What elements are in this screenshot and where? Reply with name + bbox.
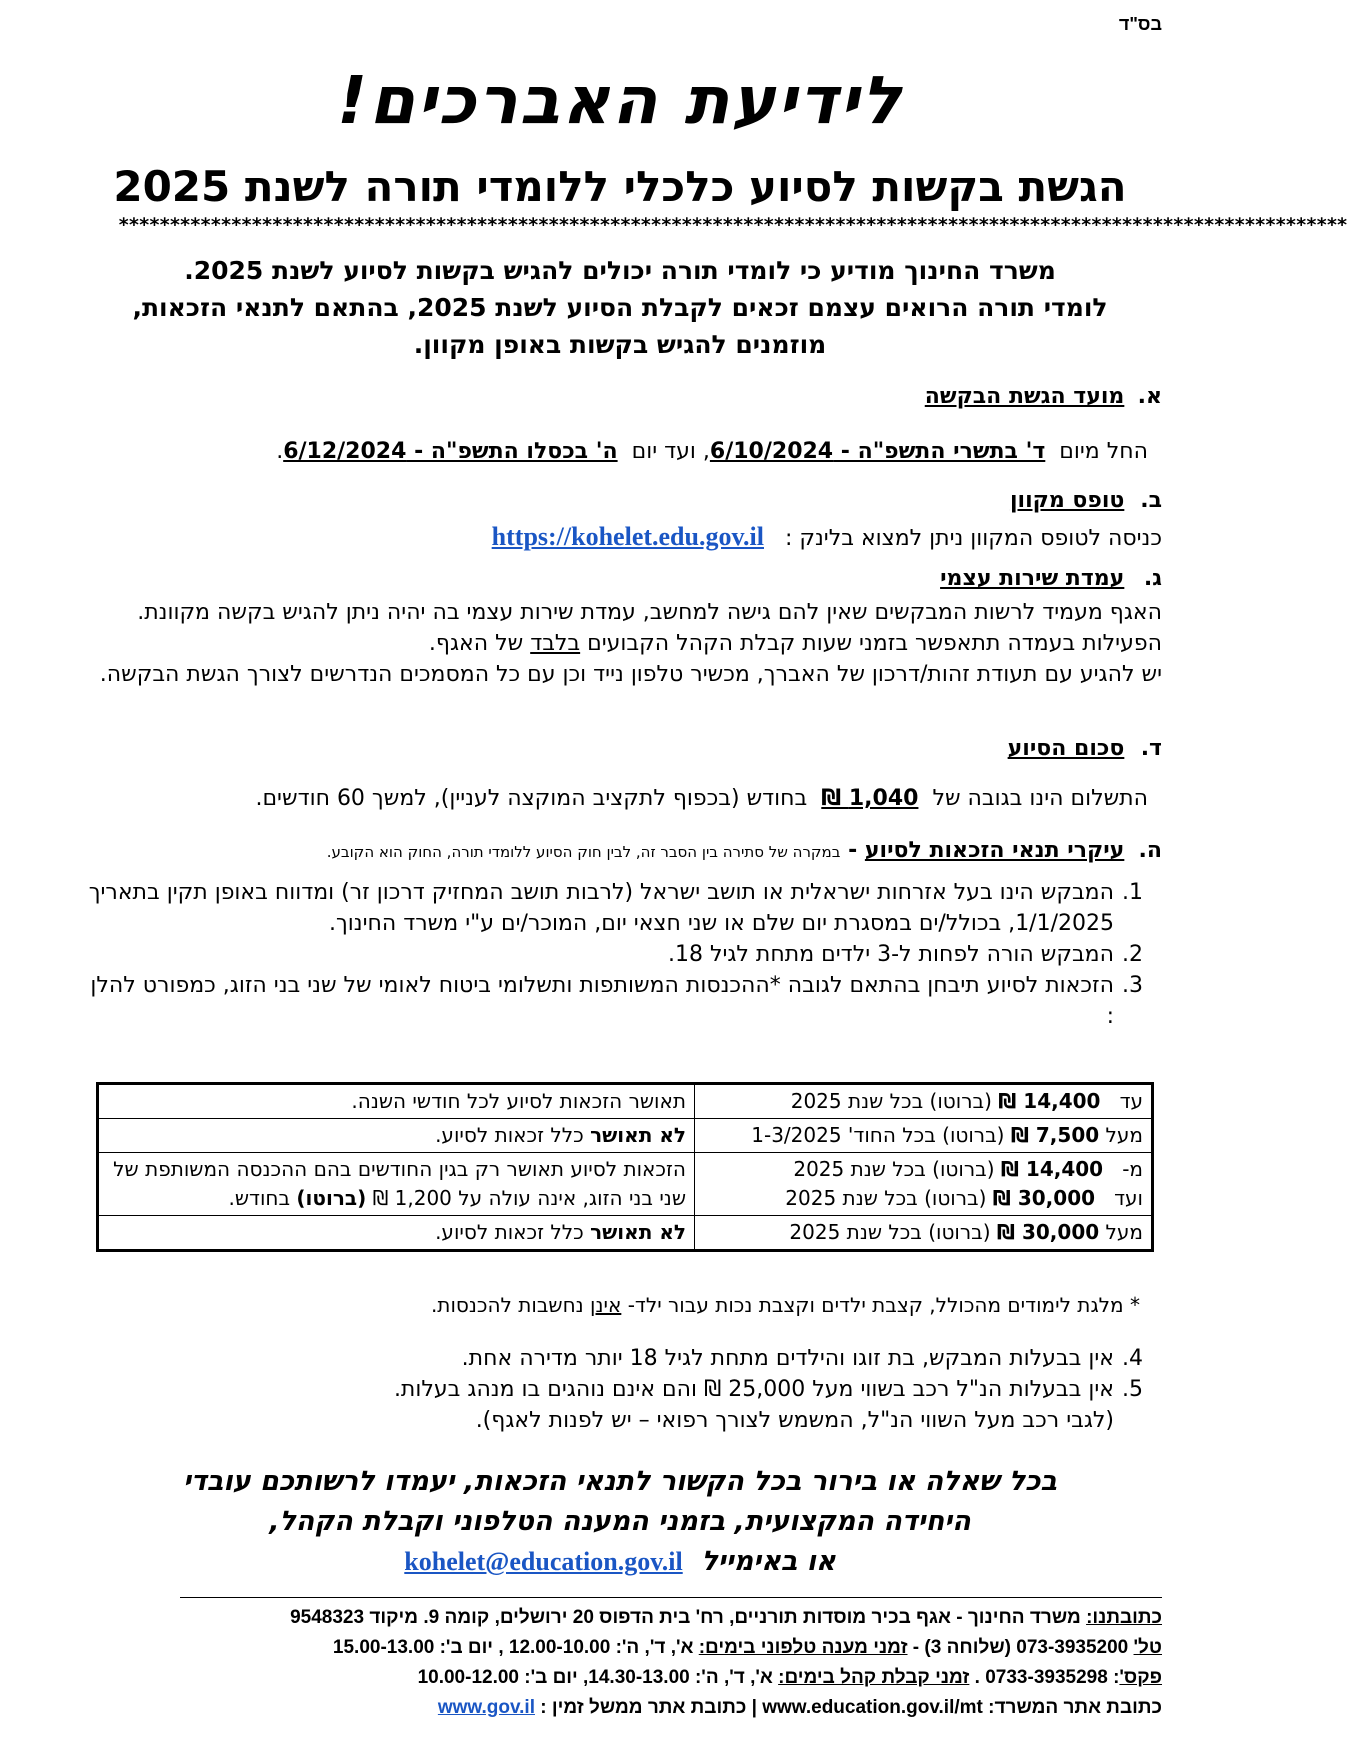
closing-line-3 bbox=[80, 1542, 1160, 1582]
condition-item bbox=[86, 970, 1162, 1032]
item-number: 2. bbox=[1122, 942, 1143, 967]
eligibility-text: כלל זכאות לסיוע. bbox=[435, 1123, 591, 1147]
section-b-heading bbox=[1010, 488, 1162, 513]
headline: לידיעת האברכים! bbox=[337, 62, 903, 139]
from-label: החל מיום bbox=[1059, 439, 1148, 464]
section-letter: ה. bbox=[1138, 838, 1162, 863]
table-footnote bbox=[431, 1290, 1140, 1321]
income-prefix: עד bbox=[1119, 1089, 1143, 1113]
footer-websites bbox=[150, 1693, 1162, 1723]
kiosk-paragraph bbox=[86, 597, 1162, 659]
income-amount: 7,500 ₪ bbox=[1010, 1123, 1100, 1147]
item-number: 3. bbox=[1122, 973, 1143, 998]
amount-text: התשלום הינו בגובה של bbox=[932, 786, 1148, 811]
section-title: עיקרי תנאי הזכאות לסיוע bbox=[864, 838, 1125, 863]
kiosk-only-word: בלבד bbox=[530, 631, 581, 656]
income-cell bbox=[695, 1084, 1153, 1119]
item-note: (לגבי רכב מעל השווי הנ"ל, המשמש לצורך רפואי – יש לפנות לאגף). bbox=[475, 1408, 1114, 1433]
section-a-heading bbox=[925, 384, 1162, 409]
kiosk-text: האגף מעמיד לרשות המבקשים שאין להם גישה למחשב, עמדת שירות עצמי בה יהיה ניתן להגיש בקשה מקוונת. הפעילות בעמדה תתאפשר בזמני שעות קבלת הקהל הקבועים bbox=[137, 600, 1162, 656]
address-text: משרד החינוך - אגף בכיר מוסדות תורניים, רח' בית הדפוס 20 ירושלים, קומה 9. מיקוד 9548323 bbox=[290, 1607, 1087, 1628]
phone-number: 073-3935200 (שלוחה 3) - bbox=[907, 1637, 1134, 1658]
gov-website-link[interactable]: www.gov.il bbox=[437, 1697, 535, 1718]
section-b-body bbox=[492, 521, 1162, 554]
section-c-body bbox=[86, 597, 1162, 690]
kiosk-requirements: יש להגיע עם תעודת זהות/דרכון של האברך, מכשיר טלפון נייד וכן עם כל המסמכים הנדרשים לצורך הגשת הבקשה. bbox=[99, 662, 1162, 687]
income-period: (ברוטו) בכל שנת 2025 bbox=[793, 1157, 995, 1181]
section-letter: ד. bbox=[1140, 736, 1162, 761]
section-title: טופס מקוון bbox=[1009, 488, 1125, 513]
condition-item bbox=[86, 877, 1162, 939]
contact-email-link[interactable]: kohelet@education.gov.il bbox=[404, 1547, 683, 1576]
closing-line-1: בכל שאלה או בירור בכל הקשור לתנאי הזכאות, יעמדו לרשותכם עובדי bbox=[183, 1466, 1057, 1497]
monthly-amount: 1,040 ₪ bbox=[821, 786, 919, 811]
fax-number: : 0733-3935298 . bbox=[969, 1667, 1120, 1688]
reception-hours: א', ד', ה': 14.30-13.00, יום ב': 10.00-12.00 bbox=[417, 1667, 779, 1688]
item-text: המבקש הורה לפחות ל-3 ילדים מתחת לגיל 18. bbox=[667, 942, 1114, 967]
phone-hours: א', ד', ה': 12.00-10.00 , יום ב': 15.00-13.00 bbox=[332, 1637, 699, 1658]
income-prefix: מעל bbox=[1105, 1220, 1143, 1244]
to-label: , ועד יום bbox=[631, 439, 710, 464]
income-amount: 14,400 ₪ bbox=[1000, 1157, 1104, 1181]
item-text: הזכאות לסיוע תיבחן בהתאם לגובה *ההכנסות המשותפות ותשלומי ביטוח לאומי של שני בני הזוג, כמפורט להלן : bbox=[90, 973, 1114, 1029]
section-letter: ב. bbox=[1140, 488, 1162, 513]
reception-hours-label: זמני קבלת קהל בימים: bbox=[778, 1667, 970, 1688]
item-text: המבקש הינו בעל אזרחות ישראלית או תושב ישראל (לרבות תושב המחזיק דרכון זר) ומדווח באופן תקין בתאריך 1/1/2025, בכולל/ים במסגרת יום שלם או שני חצאי יום, המוכר/ים ע"י משרד החינוך. bbox=[88, 880, 1114, 936]
section-title: עמדת שירות עצמי bbox=[940, 566, 1125, 591]
eligibility-cell bbox=[98, 1216, 695, 1251]
eligibility-denied: לא תאושר bbox=[590, 1220, 686, 1244]
footer-fax bbox=[150, 1663, 1162, 1693]
websites-text: כתובת אתר המשרד: www.education.gov.il/mt | כתובת אתר ממשל זמין : bbox=[535, 1697, 1162, 1718]
corner-mark: בס"ד bbox=[1118, 14, 1162, 34]
income-prefix: ועד bbox=[1114, 1186, 1143, 1210]
fax-label: פקס' bbox=[1119, 1667, 1162, 1688]
section-letter: א. bbox=[1137, 384, 1162, 409]
condition-item bbox=[86, 1374, 1162, 1405]
income-amount: 14,400 ₪ bbox=[998, 1089, 1101, 1113]
eligibility-denied: לא תאושר bbox=[590, 1123, 686, 1147]
income-prefix: מ- bbox=[1122, 1157, 1143, 1181]
section-d-body bbox=[255, 783, 1148, 814]
table-row bbox=[98, 1153, 1153, 1216]
income-period: (ברוטו) בכל החוד' 1-3/2025 bbox=[751, 1123, 1005, 1147]
income-amount: 30,000 ₪ bbox=[992, 1186, 1096, 1210]
table-row bbox=[98, 1084, 1153, 1119]
period: . bbox=[276, 439, 284, 464]
income-period: (ברוטו) בכל שנת 2025 bbox=[785, 1186, 987, 1210]
income-period: (ברוטו) בכל שנת 2025 bbox=[790, 1089, 992, 1113]
eligibility-text: הזכאות לסיוע תאושר רק בגין החודשים בהם ההכנסה המשותפת של שני בני הזוג, אינה עולה על 1,200 ₪ bbox=[113, 1157, 686, 1210]
footer-divider bbox=[180, 1597, 1162, 1598]
table-row bbox=[98, 1119, 1153, 1153]
kiosk-text-end: של האגף. bbox=[428, 631, 524, 656]
item-number: 5. bbox=[1122, 1377, 1143, 1402]
amount-text-end: בחודש (בכפוף לתקציב המוקצה לעניין), למשך 60 חודשים. bbox=[255, 786, 808, 811]
eligibility-text: כלל זכאות לסיוע. bbox=[435, 1220, 591, 1244]
intro-paragraph bbox=[80, 252, 1160, 363]
phone-label: טל' bbox=[1133, 1637, 1162, 1658]
legal-note: במקרה של סתירה בין הסבר זה, לבין חוק הסיוע ללומדי תורה, החוק הוא הקובע. bbox=[326, 843, 841, 861]
eligibility-cell bbox=[98, 1119, 695, 1153]
from-date: ד' בתשרי התשפ"ה - 6/10/2024 bbox=[709, 439, 1046, 464]
intro-line-3: מוזמנים להגיש בקשות באופן מקוון. bbox=[413, 330, 827, 359]
table-row bbox=[98, 1216, 1153, 1251]
income-amount: 30,000 ₪ bbox=[996, 1220, 1100, 1244]
online-form-link[interactable]: https://kohelet.edu.gov.il bbox=[491, 522, 764, 551]
item-number: 4. bbox=[1122, 1346, 1143, 1371]
section-c-heading bbox=[940, 566, 1162, 591]
income-eligibility-table bbox=[96, 1082, 1154, 1252]
footnote-emphasis: אינן bbox=[590, 1293, 622, 1317]
section-d-heading bbox=[1008, 736, 1162, 761]
page-title: הגשת בקשות לסיוע כלכלי ללומדי תורה לשנת 2025 bbox=[113, 162, 1127, 211]
conditions-list-1 bbox=[86, 877, 1162, 1032]
section-title: סכום הסיוע bbox=[1007, 736, 1125, 761]
conditions-list-2 bbox=[86, 1343, 1162, 1436]
intro-line-2: לומדי תורה הרואים עצמם זכאים לקבלת הסיוע לשנת 2025, בהתאם לתנאי הזכאות, bbox=[132, 293, 1108, 322]
eligibility-text-end: בחודש. bbox=[228, 1186, 297, 1210]
address-label: כתובתנו: bbox=[1086, 1607, 1162, 1628]
intro-line-1: משרד החינוך מודיע כי לומדי תורה יכולים להגיש בקשות לסיוע לשנת 2025. bbox=[184, 256, 1056, 285]
income-period: (ברוטו) בכל שנת 2025 bbox=[789, 1220, 991, 1244]
footnote-text-end: נחשבות להכנסות. bbox=[430, 1293, 584, 1317]
footer-phone bbox=[150, 1633, 1162, 1663]
eligibility-text: תאושר הזכאות לסיוע לכל חודשי השנה. bbox=[351, 1089, 686, 1113]
phone-hours-label: זמני מענה טלפוני בימים: bbox=[698, 1637, 908, 1658]
footer-address bbox=[150, 1603, 1162, 1633]
condition-item bbox=[86, 1405, 1162, 1436]
email-label: או באימייל bbox=[701, 1546, 836, 1577]
income-cell bbox=[695, 1153, 1153, 1216]
footnote-text: * מלגת לימודים מהכולל, קצבת ילדים וקצבת נכות עבור ילד- bbox=[627, 1293, 1140, 1317]
online-form-text: כניסה לטופס המקוון ניתן למצוא בלינק : bbox=[784, 526, 1162, 551]
section-letter: ג. bbox=[1143, 566, 1162, 591]
income-cell bbox=[695, 1119, 1153, 1153]
item-text: אין בבעלות הנ"ל רכב בשווי מעל 25,000 ₪ והם אינם נוהגים בו מנהג בעלות. bbox=[393, 1377, 1114, 1402]
section-title: מועד הגשת הבקשה bbox=[924, 384, 1125, 409]
footer-contact bbox=[150, 1603, 1162, 1723]
gross-label: (ברוטו) bbox=[296, 1186, 367, 1210]
star-divider: ************************************************************************************************************************ bbox=[118, 214, 1347, 236]
section-a-dates bbox=[276, 436, 1148, 467]
heading-dash: - bbox=[840, 838, 865, 863]
condition-item bbox=[86, 939, 1162, 970]
closing-message bbox=[80, 1462, 1160, 1582]
section-e-heading bbox=[327, 838, 1162, 863]
closing-line-2: היחידה המקצועית, בזמני המענה הטלפוני וקבלת הקהל, bbox=[269, 1506, 971, 1537]
condition-item bbox=[86, 1343, 1162, 1374]
eligibility-cell bbox=[98, 1084, 695, 1119]
to-date: ה' בכסלו התשפ"ה - 6/12/2024 bbox=[283, 439, 618, 464]
item-text: אין בבעלות המבקש, בת זוגו והילדים מתחת לגיל 18 יותר מדירה אחת. bbox=[461, 1346, 1114, 1371]
income-prefix: מעל bbox=[1105, 1123, 1143, 1147]
item-number: 1. bbox=[1122, 880, 1143, 905]
income-cell bbox=[695, 1216, 1153, 1251]
eligibility-cell bbox=[98, 1153, 695, 1216]
